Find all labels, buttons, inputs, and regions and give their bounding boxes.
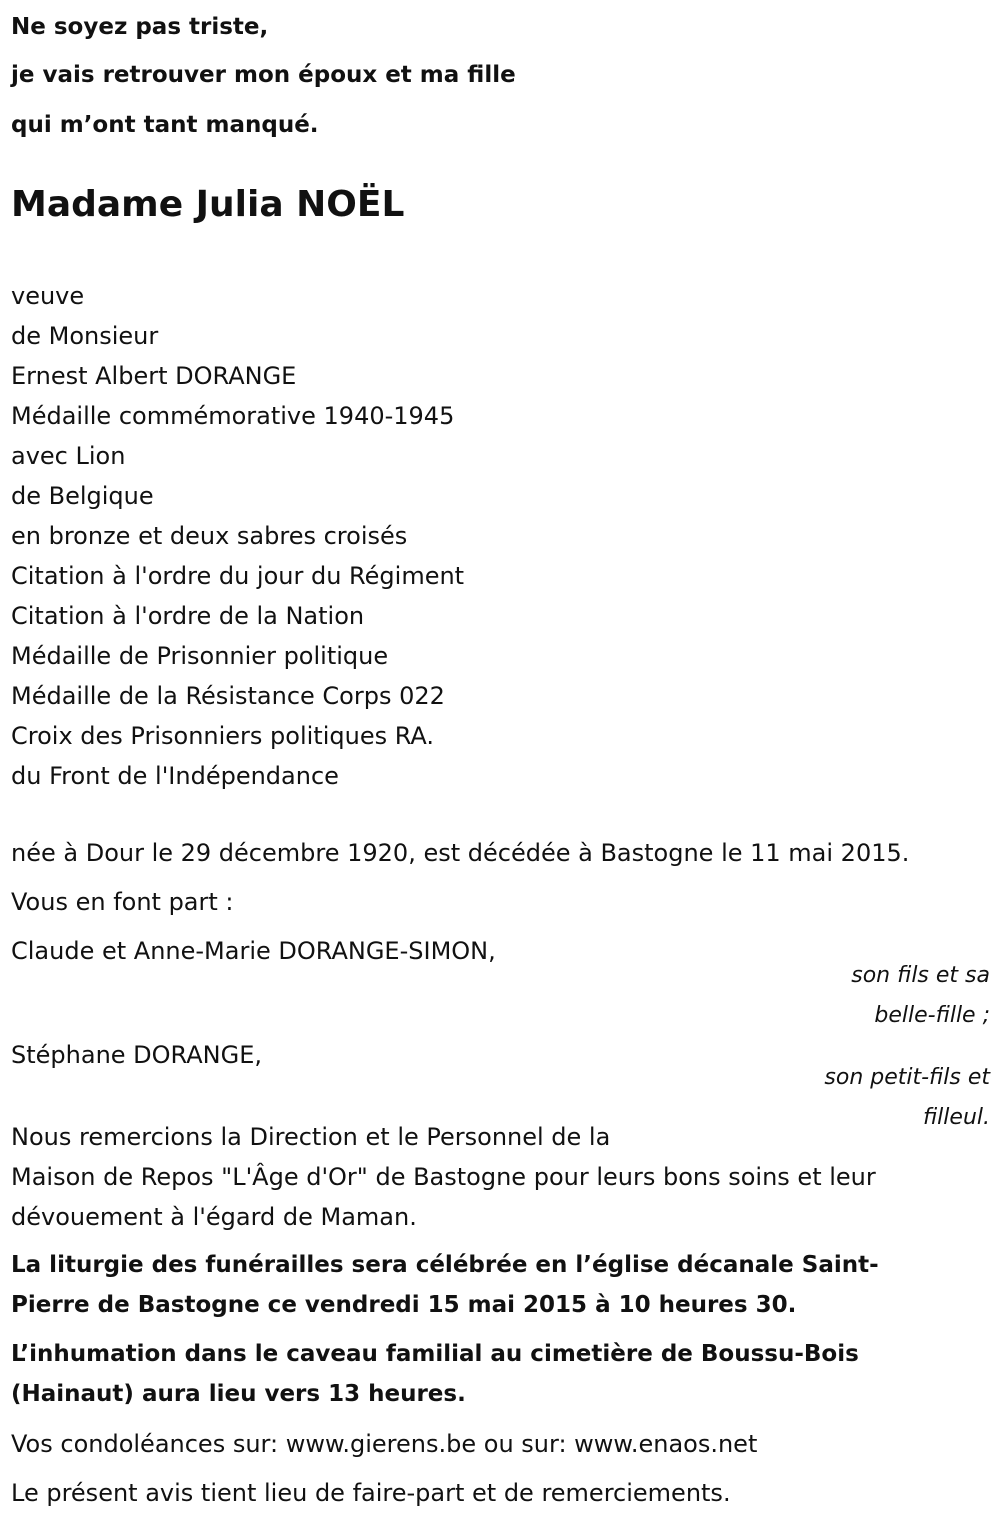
family-member-name: Stéphane DORANGE,	[11, 1041, 263, 1069]
biography-line: avec Lion	[11, 442, 126, 470]
quote-line-2: je vais retrouver mon époux et ma fille	[11, 62, 516, 88]
condolences-line: Vos condoléances sur: www.gierens.be ou sur: www.enaos.net	[11, 1430, 758, 1458]
biography	[11, 276, 464, 796]
funeral-line: La liturgie des funérailles sera célébrée en l’église décanale Saint-	[11, 1252, 879, 1278]
thanks-line: Nous remercions la Direction et le Personnel de la	[11, 1123, 611, 1151]
thanks-line: Maison de Repos "L'Âge d'Or" de Bastogne pour leurs bons soins et leur	[11, 1163, 876, 1191]
thanks-paragraph	[11, 1117, 981, 1237]
burial-line: L’inhumation dans le caveau familial au cimetière de Boussu-Bois	[11, 1341, 859, 1367]
relation-line: filleul.	[922, 1105, 990, 1130]
biography-line: de Belgique	[11, 482, 154, 510]
burial-line: (Hainaut) aura lieu vers 13 heures.	[11, 1381, 466, 1407]
relation-line: son fils et sa	[851, 963, 990, 988]
biography-line: Médaille commémorative 1940-1945	[11, 402, 455, 430]
biography-line: Citation à l'ordre de la Nation	[11, 602, 365, 630]
funeral-paragraph	[11, 1245, 991, 1325]
quote-line-1: Ne soyez pas triste,	[11, 14, 269, 40]
biography-line: Ernest Albert DORANGE	[11, 362, 297, 390]
announce-line: Vous en font part :	[11, 888, 234, 916]
biography-line: en bronze et deux sabres croisés	[11, 522, 408, 550]
family-member-relation	[770, 956, 990, 1036]
biography-line: veuve	[11, 282, 85, 310]
deceased-name: Madame Julia NOËL	[11, 184, 405, 225]
burial-paragraph	[11, 1334, 991, 1414]
biography-line: du Front de l'Indépendance	[11, 762, 339, 790]
biography-line: Médaille de Prisonnier politique	[11, 642, 389, 670]
closing-line: Le présent avis tient lieu de faire-part et de remerciements.	[11, 1479, 731, 1507]
quote-line-3: qui m’ont tant manqué.	[11, 112, 319, 138]
birth-death-line: née à Dour le 29 décembre 1920, est décédée à Bastogne le 11 mai 2015.	[11, 839, 910, 867]
biography-line: Citation à l'ordre du jour du Régiment	[11, 562, 465, 590]
relation-line: son petit-fils et	[824, 1065, 990, 1090]
funeral-line: Pierre de Bastogne ce vendredi 15 mai 2015 à 10 heures 30.	[11, 1292, 797, 1318]
relation-line: belle-fille ;	[874, 1003, 990, 1028]
biography-line: de Monsieur	[11, 322, 159, 350]
biography-line: Croix des Prisonniers politiques RA.	[11, 722, 435, 750]
biography-line: Médaille de la Résistance Corps 022	[11, 682, 445, 710]
family-member-name: Claude et Anne-Marie DORANGE-SIMON,	[11, 937, 496, 965]
thanks-line: dévouement à l'égard de Maman.	[11, 1203, 417, 1231]
